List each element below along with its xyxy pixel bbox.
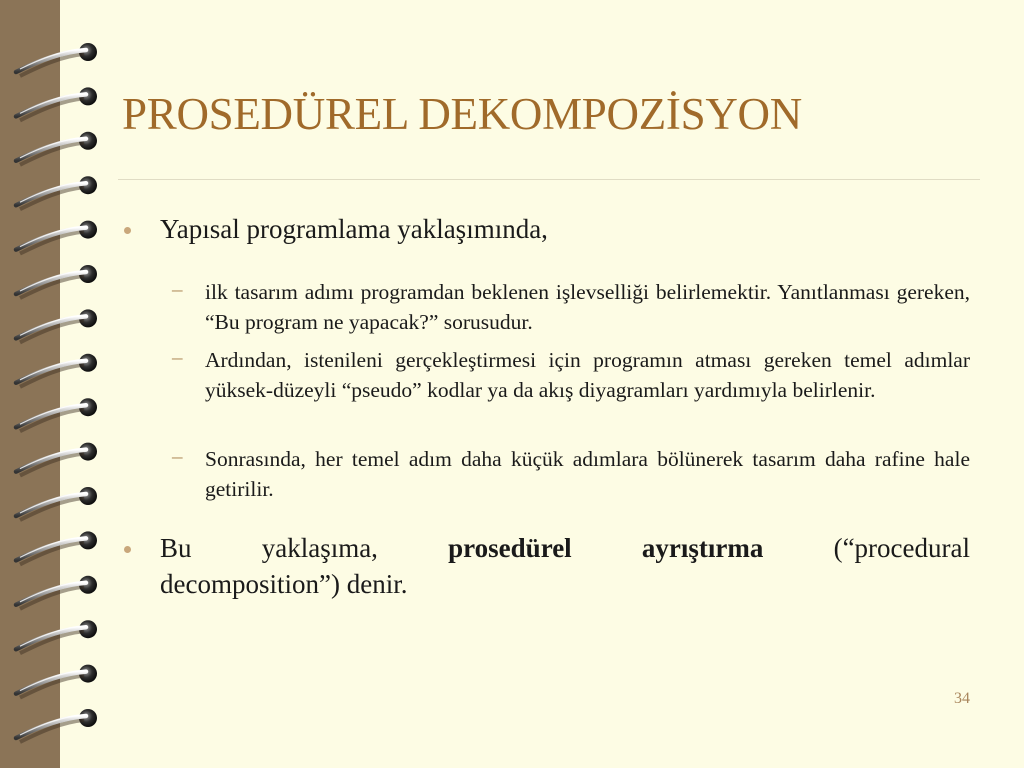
subitem-dash-3: – bbox=[172, 444, 183, 468]
bullet-1-text: Yapısal programlama yaklaşımında, bbox=[160, 214, 548, 244]
subitem-1: ilk tasarım adımı programdan beklenen işlevselliği belirlemektir. Yanıtlanması gereken, “Bu program ne yapacak?” sorusudur. bbox=[205, 280, 970, 334]
slide-title: PROSEDÜREL DEKOMPOZİSYON bbox=[122, 89, 802, 139]
spiral-ring bbox=[16, 265, 97, 298]
spiral-ring bbox=[16, 354, 97, 387]
bullet-2-line-2: decomposition”) denir. bbox=[160, 569, 408, 599]
spiral-ring bbox=[16, 43, 97, 76]
spiral-ring bbox=[16, 398, 97, 431]
bullet-2-line-1 bbox=[160, 530, 970, 566]
bullet-2-post: (“procedural bbox=[833, 533, 970, 563]
spiral-ring bbox=[16, 487, 97, 520]
spiral-ring bbox=[16, 176, 97, 209]
title-divider bbox=[118, 179, 980, 180]
spiral-ring bbox=[16, 531, 97, 564]
spiral-ring bbox=[16, 132, 97, 165]
subitem-dash-1: – bbox=[172, 277, 183, 301]
spiral-ring bbox=[16, 665, 97, 698]
spiral-ring bbox=[16, 576, 97, 609]
bullet-2-pre: Bu yaklaşıma, bbox=[160, 533, 378, 563]
bullet-dot-1 bbox=[124, 227, 131, 234]
spiral-ring bbox=[16, 709, 97, 742]
spiral-ring bbox=[16, 309, 97, 342]
spiral-binding-rings bbox=[0, 0, 110, 768]
subitem-dash-2: – bbox=[172, 345, 183, 369]
spiral-ring bbox=[16, 443, 97, 476]
spiral-ring bbox=[16, 221, 97, 254]
subitem-2: Ardından, istenileni gerçekleştirmesi için programın atması gereken temel adımlar yüksek-düzeyli “pseudo” kodlar ya da akış diyagramları yardımıyla belirlenir. bbox=[205, 348, 970, 402]
bullet-dot-2 bbox=[124, 546, 131, 553]
spiral-ring bbox=[16, 87, 97, 120]
spiral-ring bbox=[16, 620, 97, 653]
bullet-2-bold-term: prosedürel ayrıştırma bbox=[448, 533, 764, 563]
subitem-3: Sonrasında, her temel adım daha küçük adımlara bölünerek tasarım daha rafine hale getirilir. bbox=[205, 447, 970, 501]
page-number: 34 bbox=[954, 690, 970, 707]
